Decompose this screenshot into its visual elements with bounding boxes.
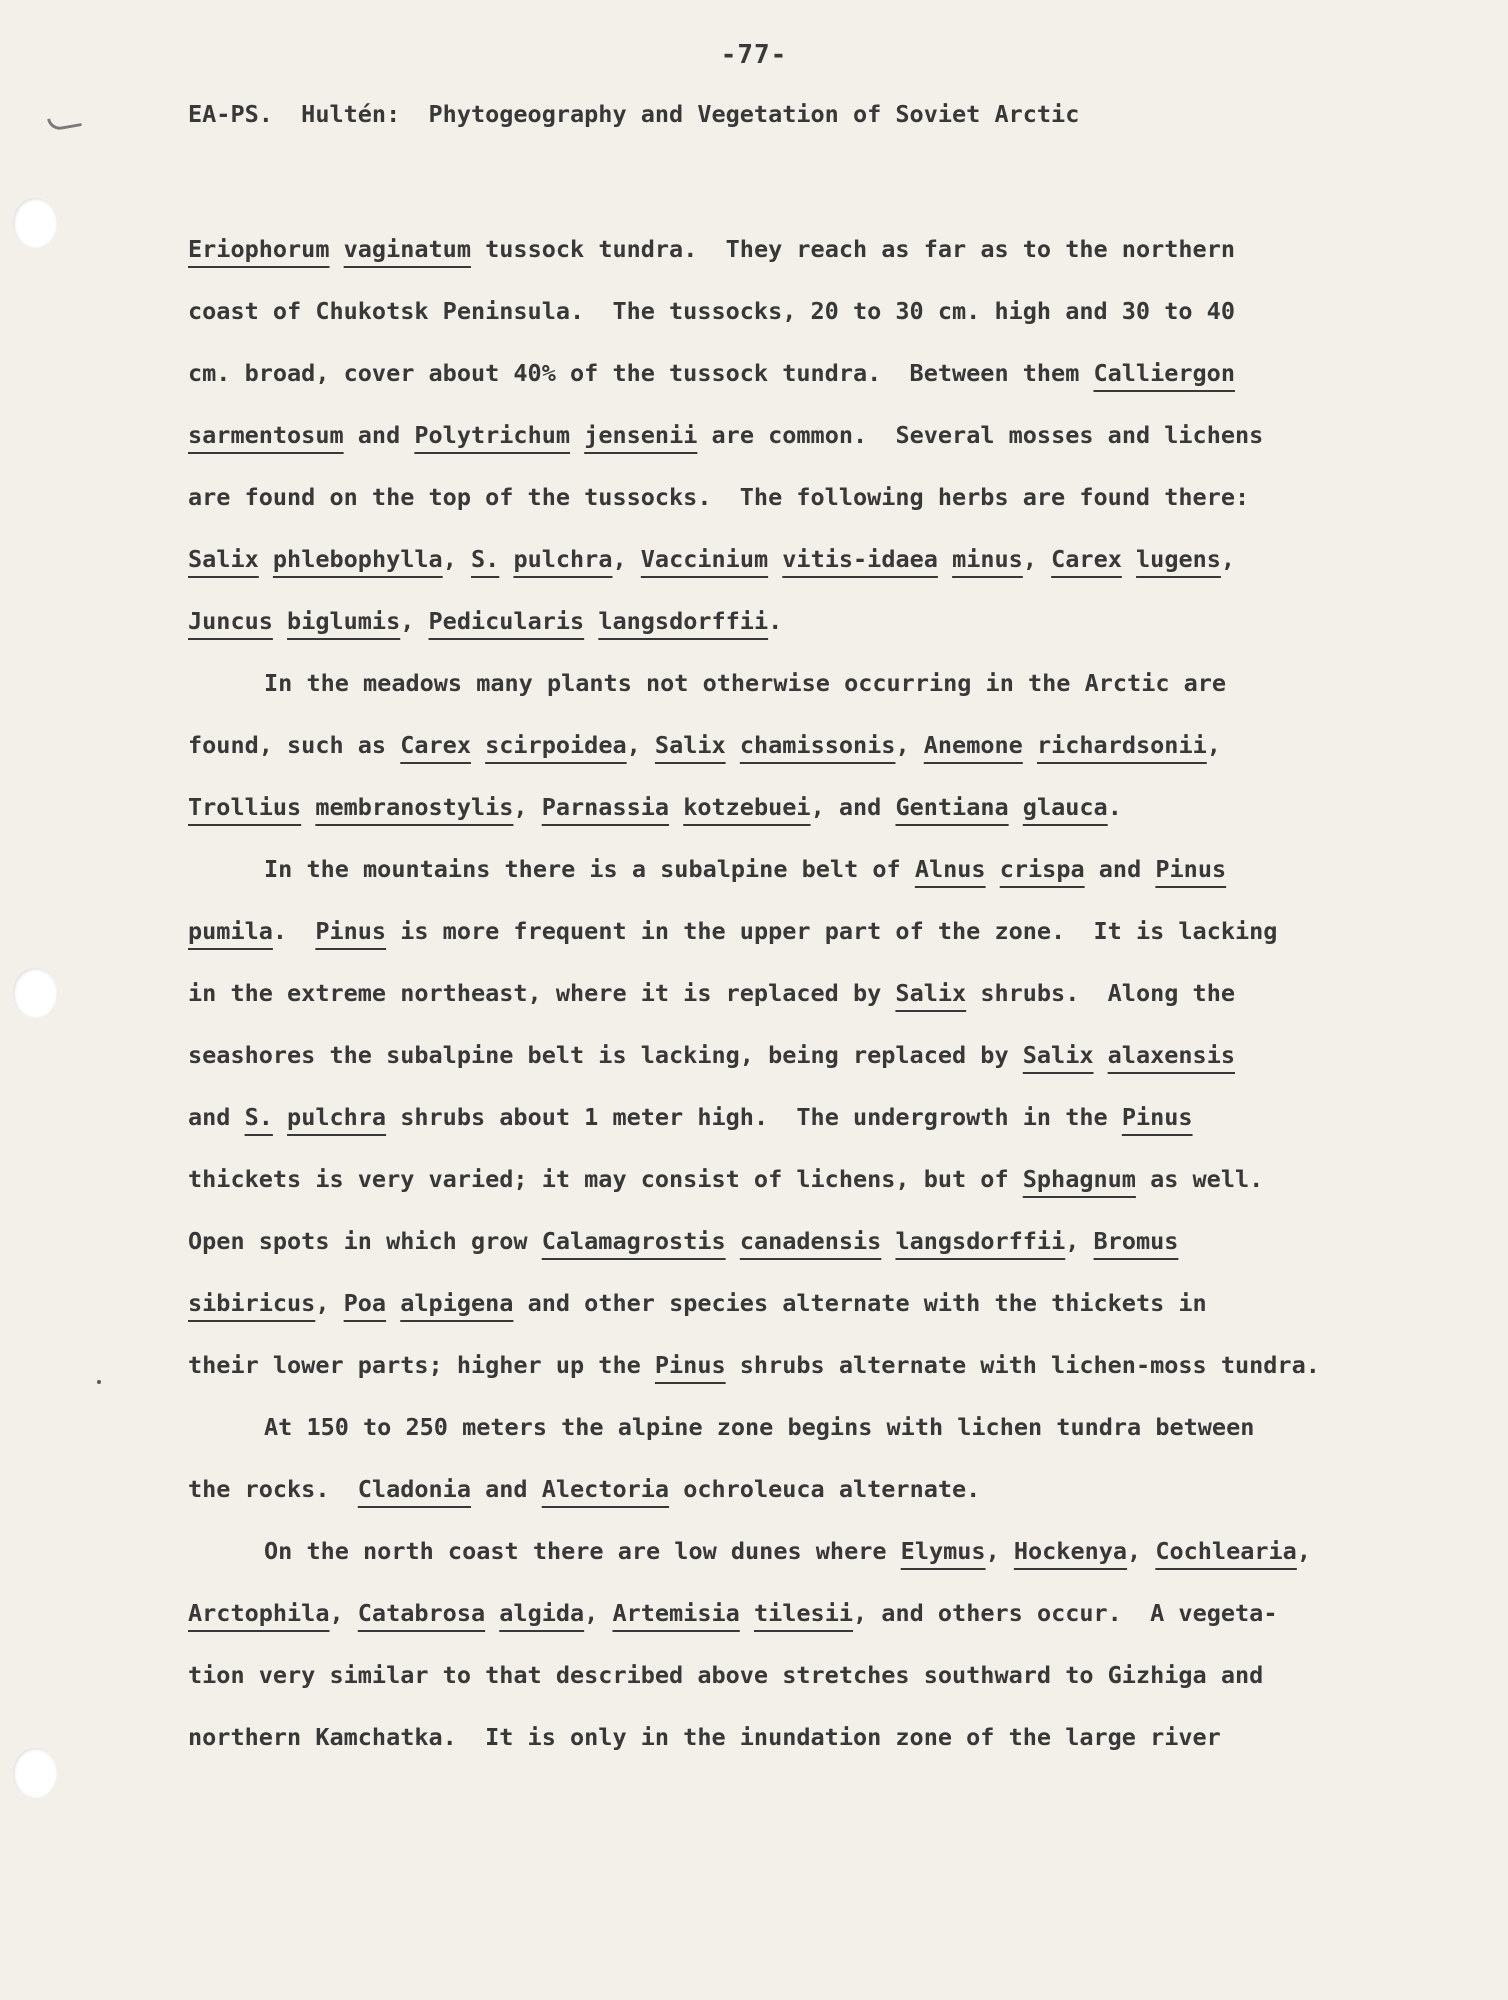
text-segment: , and others occur. A vegeta- xyxy=(853,1599,1278,1627)
text-segment: , xyxy=(584,1599,613,1627)
underlined-taxon: Alnus xyxy=(914,855,986,883)
text-segment: thickets is very varied; it may consist of lichens, but of xyxy=(188,1165,1023,1193)
underlined-taxon: biglumis xyxy=(287,607,401,635)
text-segment: , xyxy=(442,545,471,573)
underlined-taxon: membranostylis xyxy=(315,793,514,821)
underlined-taxon: Poa xyxy=(343,1289,387,1317)
text-line xyxy=(188,1148,1488,1210)
text-segment xyxy=(1023,731,1037,759)
text-segment xyxy=(1122,545,1136,573)
text-segment: and xyxy=(188,1103,245,1131)
underlined-taxon: vaginatum xyxy=(343,235,471,263)
underlined-taxon: sibiricus xyxy=(188,1289,316,1317)
underlined-taxon: S. xyxy=(244,1103,273,1131)
underlined-taxon: alaxensis xyxy=(1107,1041,1235,1069)
text-segment: northern Kamchatka. It is only in the inundation zone of the large river xyxy=(188,1723,1221,1751)
text-line xyxy=(188,652,1488,714)
underlined-taxon: Salix xyxy=(654,731,726,759)
text-segment xyxy=(301,793,315,821)
text-line xyxy=(188,280,1488,342)
body-text xyxy=(188,218,1488,1768)
text-segment xyxy=(570,421,584,449)
text-segment xyxy=(584,607,598,635)
text-segment xyxy=(669,793,683,821)
text-line xyxy=(188,962,1488,1024)
text-segment xyxy=(273,1103,287,1131)
text-segment: , xyxy=(1065,1227,1094,1255)
text-segment xyxy=(768,545,782,573)
underlined-taxon: Sphagnum xyxy=(1022,1165,1136,1193)
underlined-taxon: Pinus xyxy=(1155,855,1227,883)
underlined-taxon: Pinus xyxy=(315,917,387,945)
text-segment: , xyxy=(612,545,641,573)
text-line xyxy=(188,776,1488,838)
text-segment: , xyxy=(1220,545,1236,573)
text-segment: as well. xyxy=(1135,1165,1264,1193)
underlined-taxon: Cochlearia xyxy=(1155,1537,1297,1565)
text-line xyxy=(188,1086,1488,1148)
text-segment: . xyxy=(1107,793,1122,821)
text-segment: and xyxy=(470,1475,542,1503)
punch-hole xyxy=(13,1748,57,1798)
text-segment xyxy=(329,235,343,263)
text-line xyxy=(188,1582,1488,1644)
text-segment: , xyxy=(1022,545,1052,573)
text-segment: is more frequent in the upper part of the zone. It is lacking xyxy=(386,917,1278,945)
underlined-taxon: Elymus xyxy=(900,1537,986,1565)
underlined-taxon: algida xyxy=(499,1599,585,1627)
text-segment: their lower parts; higher up the xyxy=(188,1351,655,1379)
underlined-taxon: pulchra xyxy=(287,1103,387,1131)
text-segment: the rocks. xyxy=(188,1475,358,1503)
underlined-taxon: langsdorffii xyxy=(598,607,769,635)
underlined-taxon: alpigena xyxy=(400,1289,514,1317)
underlined-taxon: Artemisia xyxy=(612,1599,740,1627)
text-segment: , xyxy=(1296,1537,1311,1565)
text-segment xyxy=(726,1227,740,1255)
text-segment: tussock tundra. They reach as far as to the northern xyxy=(470,235,1235,263)
text-line xyxy=(188,1210,1488,1272)
underlined-taxon: Cladonia xyxy=(357,1475,471,1503)
text-segment xyxy=(499,545,513,573)
underlined-taxon: Vaccinium xyxy=(640,545,769,573)
text-segment xyxy=(273,607,287,635)
text-segment xyxy=(740,1599,754,1627)
underlined-taxon: Salix xyxy=(895,979,967,1007)
text-segment: shrubs alternate with lichen-moss tundra. xyxy=(725,1351,1320,1379)
underlined-taxon: sarmentosum xyxy=(188,421,344,449)
underlined-taxon: langsdorffii xyxy=(895,1227,1066,1255)
underlined-taxon: Salix xyxy=(1022,1041,1094,1069)
underlined-taxon: kotzebuei xyxy=(683,793,811,821)
text-line xyxy=(188,1458,1488,1520)
underlined-taxon: scirpoidea xyxy=(485,731,627,759)
text-segment: are found on the top of the tussocks. The following herbs are found there: xyxy=(188,483,1250,511)
underlined-taxon: Bromus xyxy=(1093,1227,1179,1255)
underlined-taxon: canadensis xyxy=(739,1227,882,1255)
underlined-taxon: crispa xyxy=(999,855,1085,883)
underlined-taxon: vitis-idaea xyxy=(782,545,938,573)
text-segment: seashores the subalpine belt is lacking, being replaced by xyxy=(188,1041,1023,1069)
underlined-taxon: richardsonii xyxy=(1036,731,1207,759)
text-line xyxy=(188,1272,1488,1334)
text-line xyxy=(188,900,1488,962)
text-line xyxy=(188,218,1488,280)
underlined-taxon: Trollius xyxy=(188,793,302,821)
text-segment: , xyxy=(626,731,655,759)
text-segment: shrubs about 1 meter high. The undergrowth in the xyxy=(386,1103,1122,1131)
text-segment: , xyxy=(985,1537,1014,1565)
underlined-taxon: Arctophila xyxy=(188,1599,330,1627)
text-segment: , xyxy=(315,1289,344,1317)
underlined-taxon: Eriophorum xyxy=(188,235,330,263)
text-segment: , xyxy=(1127,1537,1156,1565)
text-segment: shrubs. Along the xyxy=(966,979,1235,1007)
text-segment: and xyxy=(343,421,415,449)
underlined-taxon: tilesii xyxy=(753,1599,854,1627)
text-segment xyxy=(881,1227,895,1255)
text-line xyxy=(188,342,1488,404)
underlined-taxon: S. xyxy=(470,545,500,573)
text-line xyxy=(188,404,1488,466)
text-segment xyxy=(485,1599,499,1627)
text-segment xyxy=(1094,1041,1108,1069)
text-segment: , and xyxy=(810,793,896,821)
text-segment: . xyxy=(272,917,316,945)
text-segment: in the extreme northeast, where it is replaced by xyxy=(188,979,896,1007)
text-line xyxy=(188,838,1488,900)
underlined-taxon: Gentiana xyxy=(895,793,1009,821)
punch-hole xyxy=(13,968,57,1018)
text-segment: . xyxy=(768,607,783,635)
text-line xyxy=(188,1024,1488,1086)
text-segment: On the north coast there are low dunes where xyxy=(264,1537,901,1565)
text-segment xyxy=(259,545,273,573)
text-line xyxy=(188,1520,1488,1582)
text-line xyxy=(188,1706,1488,1768)
text-segment xyxy=(938,545,952,573)
underlined-taxon: Pinus xyxy=(654,1351,726,1379)
margin-mark xyxy=(47,113,82,132)
underlined-taxon: Calliergon xyxy=(1093,359,1235,387)
underlined-taxon: pumila xyxy=(188,917,273,945)
underlined-taxon: Polytrichum xyxy=(414,421,571,449)
text-segment: cm. broad, cover about 40% of the tussock tundra. Between them xyxy=(188,359,1094,387)
underlined-taxon: Hockenya xyxy=(1013,1537,1128,1565)
text-segment xyxy=(726,731,740,759)
underlined-taxon: Calamagrostis xyxy=(541,1227,726,1255)
text-segment xyxy=(386,1289,400,1317)
text-segment: , xyxy=(400,607,429,635)
text-segment: , xyxy=(895,731,924,759)
underlined-taxon: lugens xyxy=(1136,545,1221,573)
text-line xyxy=(188,590,1488,652)
page-number: -77- xyxy=(720,40,788,70)
text-segment: coast of Chukotsk Peninsula. The tussocks, 20 to 30 cm. high and 30 to 40 xyxy=(188,297,1235,325)
underlined-taxon: Juncus xyxy=(188,607,273,635)
text-segment: are common. Several mosses and lichens xyxy=(697,421,1264,449)
underlined-taxon: Anemone xyxy=(923,731,1023,759)
underlined-taxon: phlebophylla xyxy=(272,545,443,573)
text-segment: and xyxy=(1084,855,1156,883)
underlined-taxon: Catabrosa xyxy=(357,1599,486,1627)
text-segment: At 150 to 250 meters the alpine zone begins with lichen tundra between xyxy=(264,1413,1255,1441)
margin-dot xyxy=(97,1380,101,1384)
text-segment xyxy=(471,731,485,759)
underlined-taxon: Pedicularis xyxy=(428,607,585,635)
text-segment: , xyxy=(513,793,542,821)
text-line xyxy=(188,1644,1488,1706)
text-segment: ochroleuca alternate. xyxy=(669,1475,981,1503)
underlined-taxon: pulchra xyxy=(513,545,613,573)
underlined-taxon: chamissonis xyxy=(739,731,896,759)
running-head: EA-PS. Hultén: Phytogeography and Vegetation of Soviet Arctic xyxy=(188,100,1080,128)
underlined-taxon: Salix xyxy=(188,545,259,573)
text-segment xyxy=(986,855,1000,883)
underlined-taxon: Carex xyxy=(400,731,471,759)
text-segment: , xyxy=(329,1599,358,1627)
text-line xyxy=(188,714,1488,776)
text-line xyxy=(188,1396,1488,1458)
punch-hole xyxy=(13,198,57,248)
text-segment: In the mountains there is a subalpine belt of xyxy=(264,855,915,883)
text-segment: and other species alternate with the thickets in xyxy=(513,1289,1207,1317)
text-segment: In the meadows many plants not otherwise occurring in the Arctic are xyxy=(264,669,1227,697)
underlined-taxon: Pinus xyxy=(1121,1103,1193,1131)
text-segment: , xyxy=(1206,731,1221,759)
underlined-taxon: Alectoria xyxy=(541,1475,670,1503)
underlined-taxon: Parnassia xyxy=(541,793,670,821)
underlined-taxon: minus xyxy=(952,545,1023,573)
text-line xyxy=(188,1334,1488,1396)
text-segment xyxy=(1009,793,1023,821)
underlined-taxon: Carex xyxy=(1051,545,1122,573)
underlined-taxon: jensenii xyxy=(584,421,698,449)
text-segment: Open spots in which grow xyxy=(188,1227,542,1255)
text-line xyxy=(188,528,1488,590)
text-segment: found, such as xyxy=(188,731,401,759)
underlined-taxon: glauca xyxy=(1022,793,1108,821)
text-segment: tion very similar to that described above stretches southward to Gizhiga and xyxy=(188,1661,1264,1689)
text-line xyxy=(188,466,1488,528)
